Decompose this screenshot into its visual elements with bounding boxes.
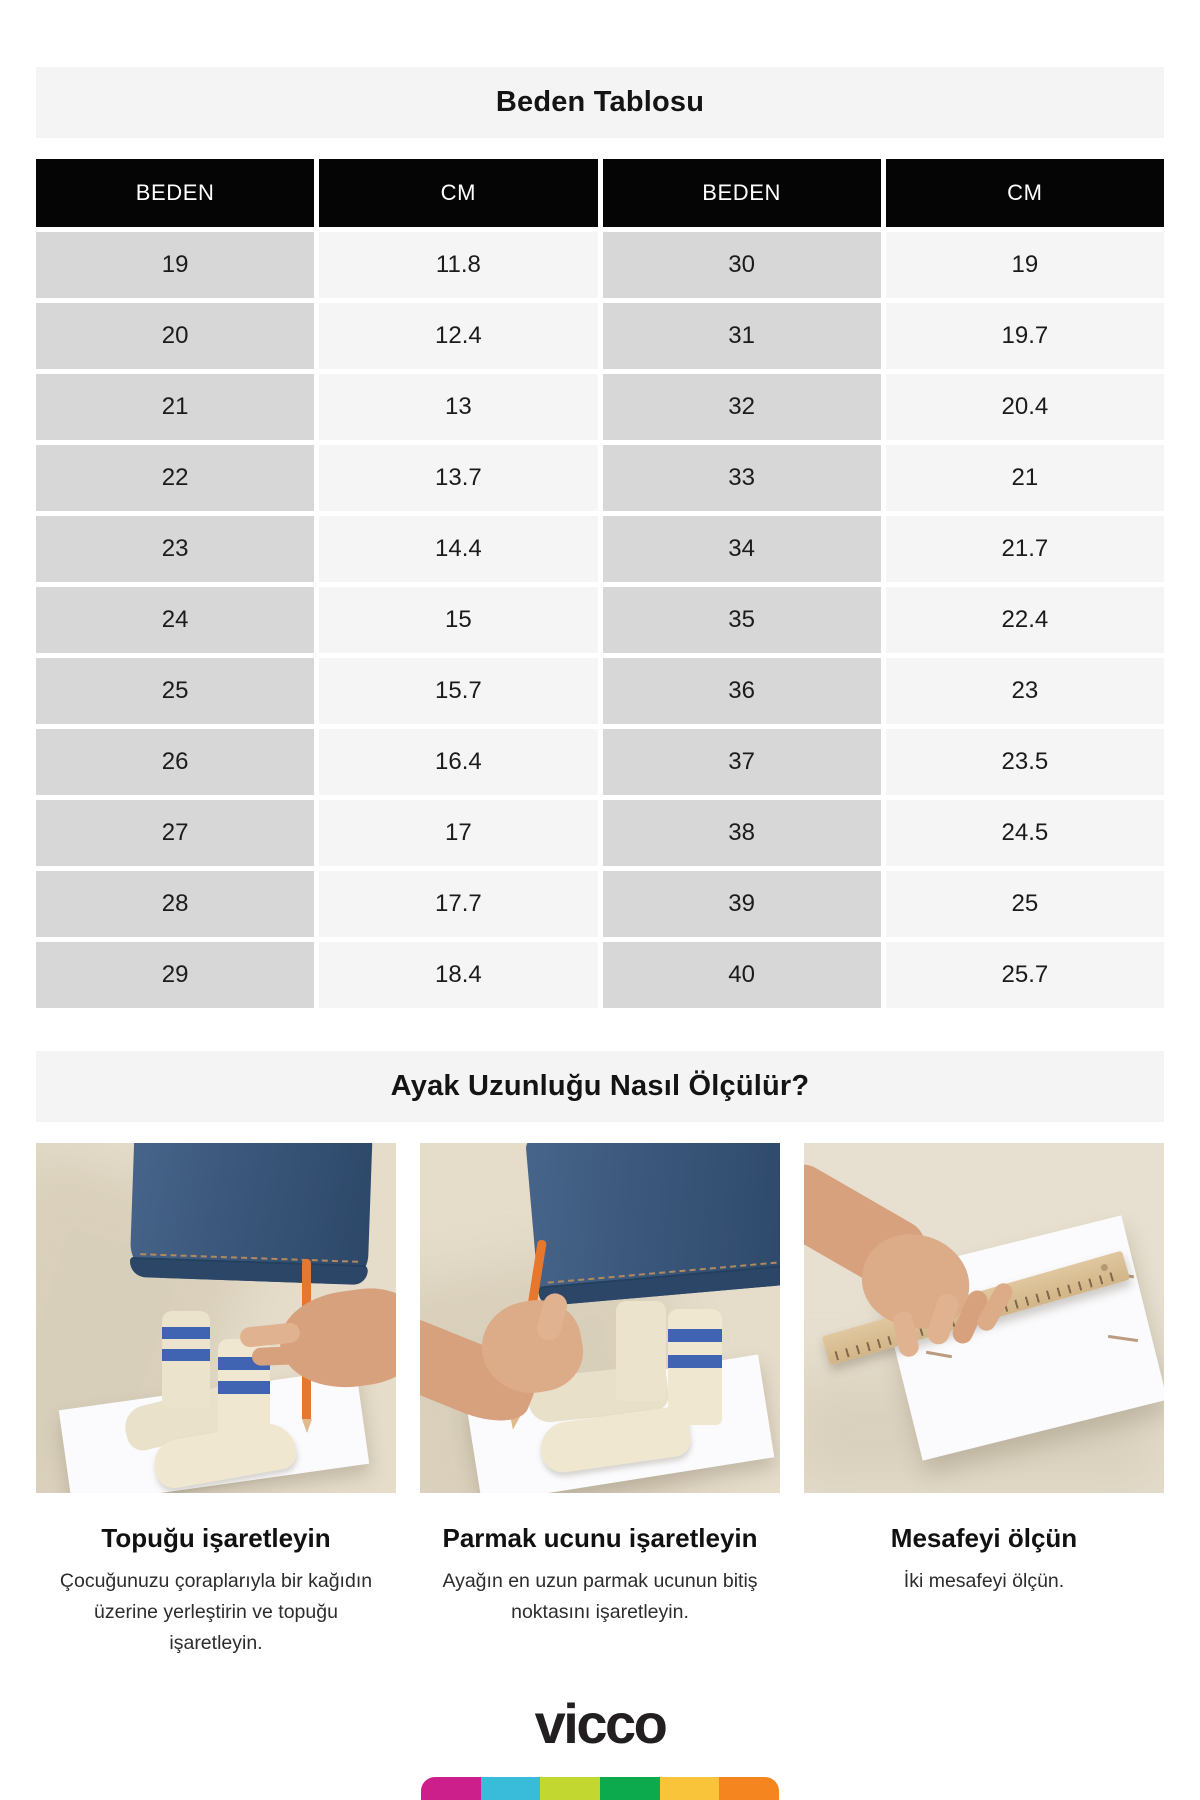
vicco-logo: vicco [534,1692,666,1755]
size-cell: 32 [603,374,881,440]
size-cell: 36 [603,658,881,724]
measure-section-title: Ayak Uzunluğu Nasıl Ölçülür? [390,1070,810,1102]
size-chart-title: Beden Tablosu [495,86,705,118]
cm-cell: 19.7 [886,303,1164,369]
cm-cell: 13.7 [319,445,597,511]
size-cell: 26 [36,729,314,795]
size-cell: 23 [36,516,314,582]
size-cell: 35 [603,587,881,653]
cm-cell: 15 [319,587,597,653]
size-cell: 40 [603,942,881,1008]
table-row [36,445,1164,511]
size-cell: 28 [36,871,314,937]
cm-cell: 20.4 [886,374,1164,440]
size-cell: 29 [36,942,314,1008]
size-cell: 30 [603,232,881,298]
cm-cell: 17.7 [319,871,597,937]
step-card-toe [420,1143,780,1658]
sock-stripe [668,1355,722,1368]
cm-cell: 19 [886,232,1164,298]
cm-cell: 24.5 [886,800,1164,866]
size-cell: 24 [36,587,314,653]
cm-cell: 25.7 [886,942,1164,1008]
sock-stripe [218,1381,270,1394]
cm-cell: 22.4 [886,587,1164,653]
cm-cell: 18.4 [319,942,597,1008]
colorbar-segment [660,1777,720,1800]
table-row [36,800,1164,866]
step-card-heel [36,1143,396,1658]
cm-cell: 25 [886,871,1164,937]
colorbar-segment [540,1777,600,1800]
colorbar-segment [481,1777,541,1800]
step-heading: Topuğu işaretleyin [101,1523,331,1553]
cm-cell: 17 [319,800,597,866]
step-heading: Mesafeyi ölçün [890,1523,1078,1553]
right-sock [668,1309,722,1425]
cm-cell: 21.7 [886,516,1164,582]
column-header-cm-2: CM [886,159,1164,227]
mark-heel-photo [36,1143,396,1493]
table-row [36,871,1164,937]
table-row [36,729,1164,795]
step-description: Ayağın en uzun parmak ucunun bitiş noktasını işaretleyin. [442,1570,758,1623]
cm-cell: 11.8 [319,232,597,298]
sock-stripe [162,1349,210,1361]
jeans-leg [129,1143,372,1285]
table-row [36,374,1164,440]
cm-cell: 23.5 [886,729,1164,795]
column-header-beden-2: BEDEN [603,159,881,227]
left-sock [616,1301,666,1401]
column-header-beden-1: BEDEN [36,159,314,227]
jeans-leg [525,1143,780,1306]
cm-cell: 15.7 [319,658,597,724]
size-cell: 19 [36,232,314,298]
table-header-row [36,159,1164,227]
column-header-cm-1: CM [319,159,597,227]
table-row [36,587,1164,653]
finger [252,1346,305,1366]
sock-stripe [668,1329,722,1342]
table-row [36,303,1164,369]
size-cell: 22 [36,445,314,511]
size-chart-title-band [36,67,1164,138]
sock-stripe [162,1327,210,1339]
cm-cell: 16.4 [319,729,597,795]
size-cell: 25 [36,658,314,724]
cm-cell: 13 [319,374,597,440]
table-row [36,942,1164,1008]
size-cell: 33 [603,445,881,511]
size-cell: 37 [603,729,881,795]
mark-toe-photo [420,1143,780,1493]
size-chart-table [31,154,1169,1013]
colorbar-segment [719,1777,779,1800]
step-card-measure [804,1143,1164,1658]
measure-section-title-band [36,1051,1164,1122]
left-sock [162,1311,210,1409]
size-cell: 34 [603,516,881,582]
cm-cell: 23 [886,658,1164,724]
size-cell: 21 [36,374,314,440]
cm-cell: 12.4 [319,303,597,369]
size-cell: 39 [603,871,881,937]
colorbar-segment [421,1777,481,1800]
table-row [36,516,1164,582]
measure-distance-photo [804,1143,1164,1493]
cm-cell: 21 [886,445,1164,511]
cm-cell: 14.4 [319,516,597,582]
step-description: Çocuğunuzu çoraplarıyla bir kağıdın üzerine yerleştirin ve topuğu işaretleyin. [59,1570,373,1654]
step-heading: Parmak ucunu işaretleyin [442,1523,758,1553]
brand-colorbar [421,1777,779,1800]
table-row [36,658,1164,724]
size-chart-table-wrap [31,154,1169,1013]
size-cell: 20 [36,303,314,369]
size-cell: 31 [603,303,881,369]
colorbar-segment [600,1777,660,1800]
step-description: İki mesafeyi ölçün. [903,1570,1065,1592]
size-cell: 27 [36,800,314,866]
table-row [36,232,1164,298]
size-cell: 38 [603,800,881,866]
measure-steps [36,1143,1164,1658]
